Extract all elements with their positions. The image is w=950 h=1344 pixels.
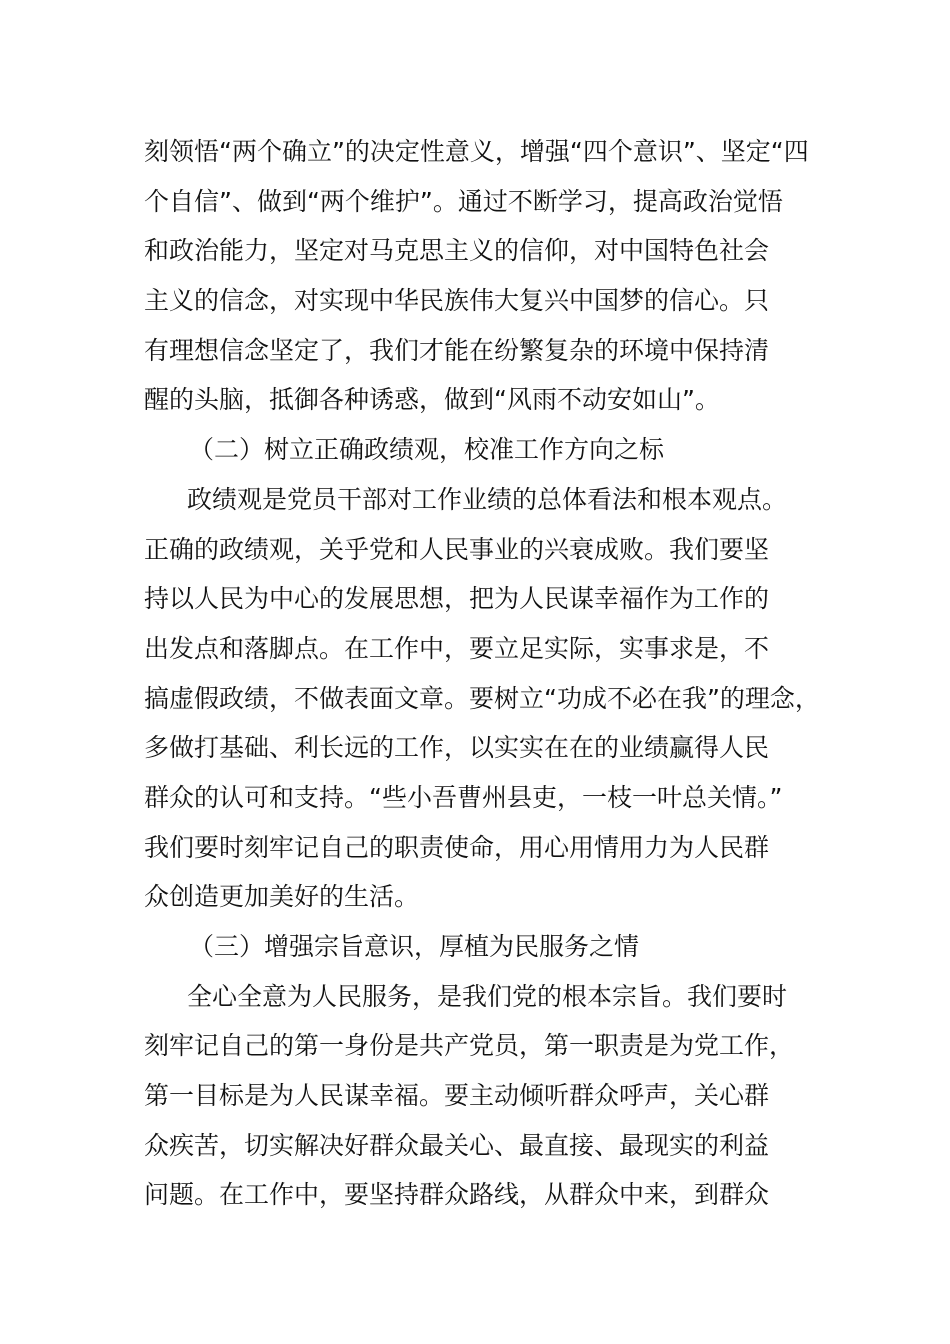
text-line: 刻牢记自己的第一身份是共产党员，第一职责是为党工作，	[144, 1031, 795, 1061]
text-line: 多做打基础、利长远的工作，以实实在在的业绩赢得人民	[144, 733, 770, 763]
text-line: 有理想信念坚定了，我们才能在纷繁复杂的环境中保持清	[144, 335, 770, 365]
text-line: 个自信”、做到“两个维护”。通过不断学习，提高政治觉悟	[144, 186, 783, 216]
paragraph-first-line: 政绩观是党员干部对工作业绩的总体看法和根本观点。	[187, 484, 788, 514]
section-heading: （二）树立正确政绩观，校准工作方向之标	[189, 435, 665, 465]
text-line: 正确的政绩观，关乎党和人民事业的兴衰成败。我们要坚	[144, 534, 770, 564]
text-line: 和政治能力，坚定对马克思主义的信仰，对中国特色社会	[144, 236, 770, 266]
text-line: 问题。在工作中，要坚持群众路线，从群众中来，到群众	[144, 1180, 770, 1210]
text-line: 众创造更加美好的生活。	[144, 882, 420, 912]
body-text	[144, 127, 834, 1220]
text-line: 我们要时刻牢记自己的职责使命，用心用情用力为人民群	[144, 832, 770, 862]
text-line: 出发点和落脚点。在工作中，要立足实际，实事求是，不	[144, 633, 770, 663]
section-heading: （三）增强宗旨意识，厚植为民服务之情	[189, 932, 640, 961]
text-line: 醒的头脑，抵御各种诱惑，做到“风雨不动安如山”。	[144, 385, 720, 415]
text-line: 众疾苦，切实解决好群众最关心、最直接、最现实的利益	[144, 1130, 770, 1160]
text-line: 搞虚假政绩，不做表面文章。要树立“功成不必在我”的理念，	[144, 683, 820, 713]
text-line: 刻领悟“两个确立”的决定性意义，增强“四个意识”、坚定“四	[144, 137, 809, 166]
text-line: 主义的信念，对实现中华民族伟大复兴中国梦的信心。只	[144, 286, 770, 316]
text-line: 持以人民为中心的发展思想，把为人民谋幸福作为工作的	[144, 584, 770, 614]
text-line: 第一目标是为人民谋幸福。要主动倾听群众呼声，关心群	[144, 1081, 770, 1111]
text-line: 群众的认可和支持。“些小吾曹州县吏，一枝一叶总关情。”	[144, 782, 783, 812]
paragraph-first-line: 全心全意为人民服务，是我们党的根本宗旨。我们要时	[187, 981, 788, 1011]
